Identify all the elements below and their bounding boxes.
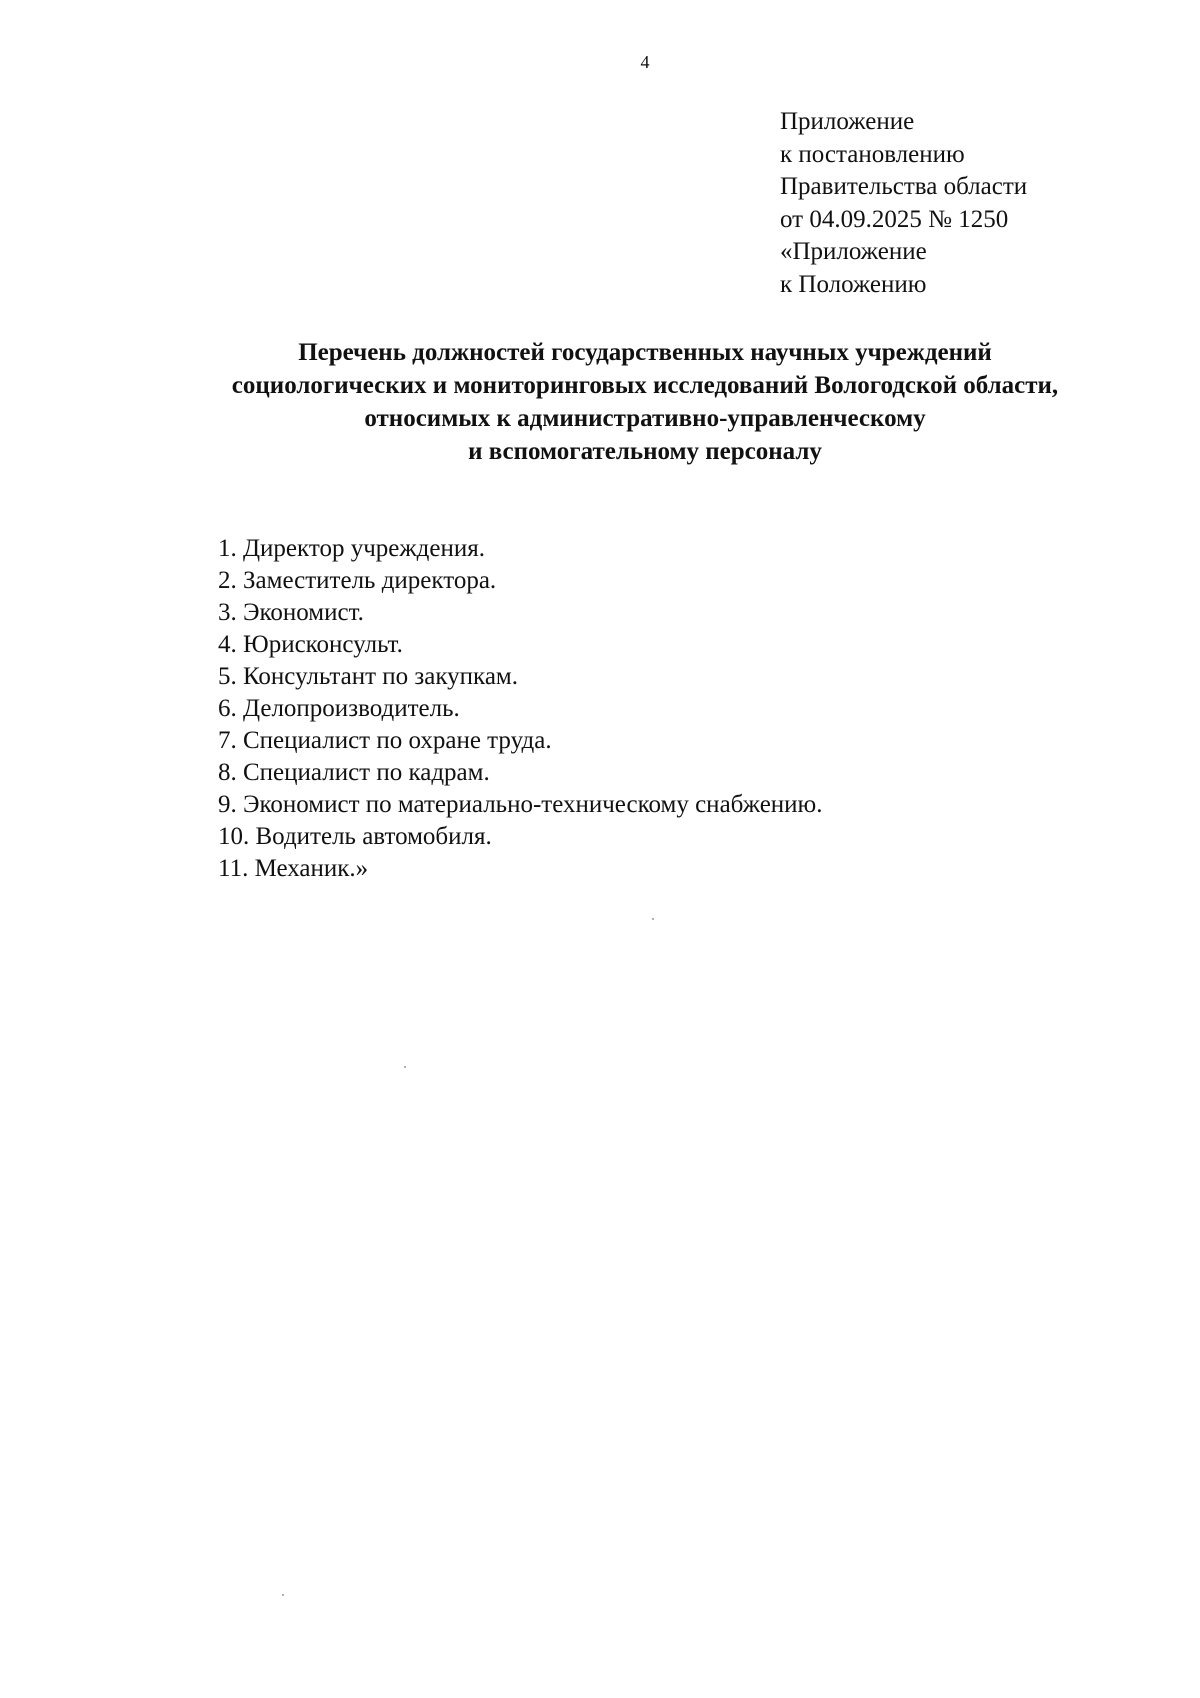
list-item: 1. Директор учреждения.: [218, 535, 485, 562]
page-number: 4: [640, 52, 650, 72]
list-item: 7. Специалист по охране труда.: [218, 727, 552, 754]
list-item: 10. Водитель автомобиля.: [218, 823, 492, 850]
title-line: социологических и мониторинговых исследований Вологодской области,: [231, 372, 1059, 399]
list-item: 6. Делопроизводитель.: [218, 695, 460, 722]
appendix-header: [780, 106, 1027, 301]
list-item: 9. Экономист по материально-техническому снабжению.: [218, 791, 823, 818]
scan-speck: [404, 1066, 406, 1068]
appendix-line: «Приложение: [780, 238, 927, 265]
list-item: 11. Механик.»: [218, 855, 369, 882]
list-item: 5. Консультант по закупкам.: [218, 663, 518, 690]
title-line: и вспомогательному персоналу: [468, 438, 822, 465]
position-list: [218, 533, 822, 885]
appendix-line: от 04.09.2025 № 1250: [780, 205, 1009, 233]
list-item: 8. Специалист по кадрам.: [218, 759, 490, 786]
appendix-line: Правительства области: [780, 173, 1028, 200]
list-item: 4. Юрисконсульт.: [218, 631, 403, 658]
list-item: 2. Заместитель директора.: [218, 567, 497, 594]
appendix-line: Приложение: [780, 108, 915, 135]
appendix-line: к Положению: [780, 270, 927, 298]
appendix-line: к постановлению: [780, 140, 965, 168]
scan-speck: [652, 918, 654, 920]
list-item: 3. Экономист.: [218, 599, 364, 626]
scan-speck: [282, 1594, 284, 1596]
title-line: Перечень должностей государственных научных учреждений: [298, 339, 992, 366]
title-line: относимых к административно-управленческому: [364, 405, 926, 432]
document-title: [0, 336, 1200, 468]
